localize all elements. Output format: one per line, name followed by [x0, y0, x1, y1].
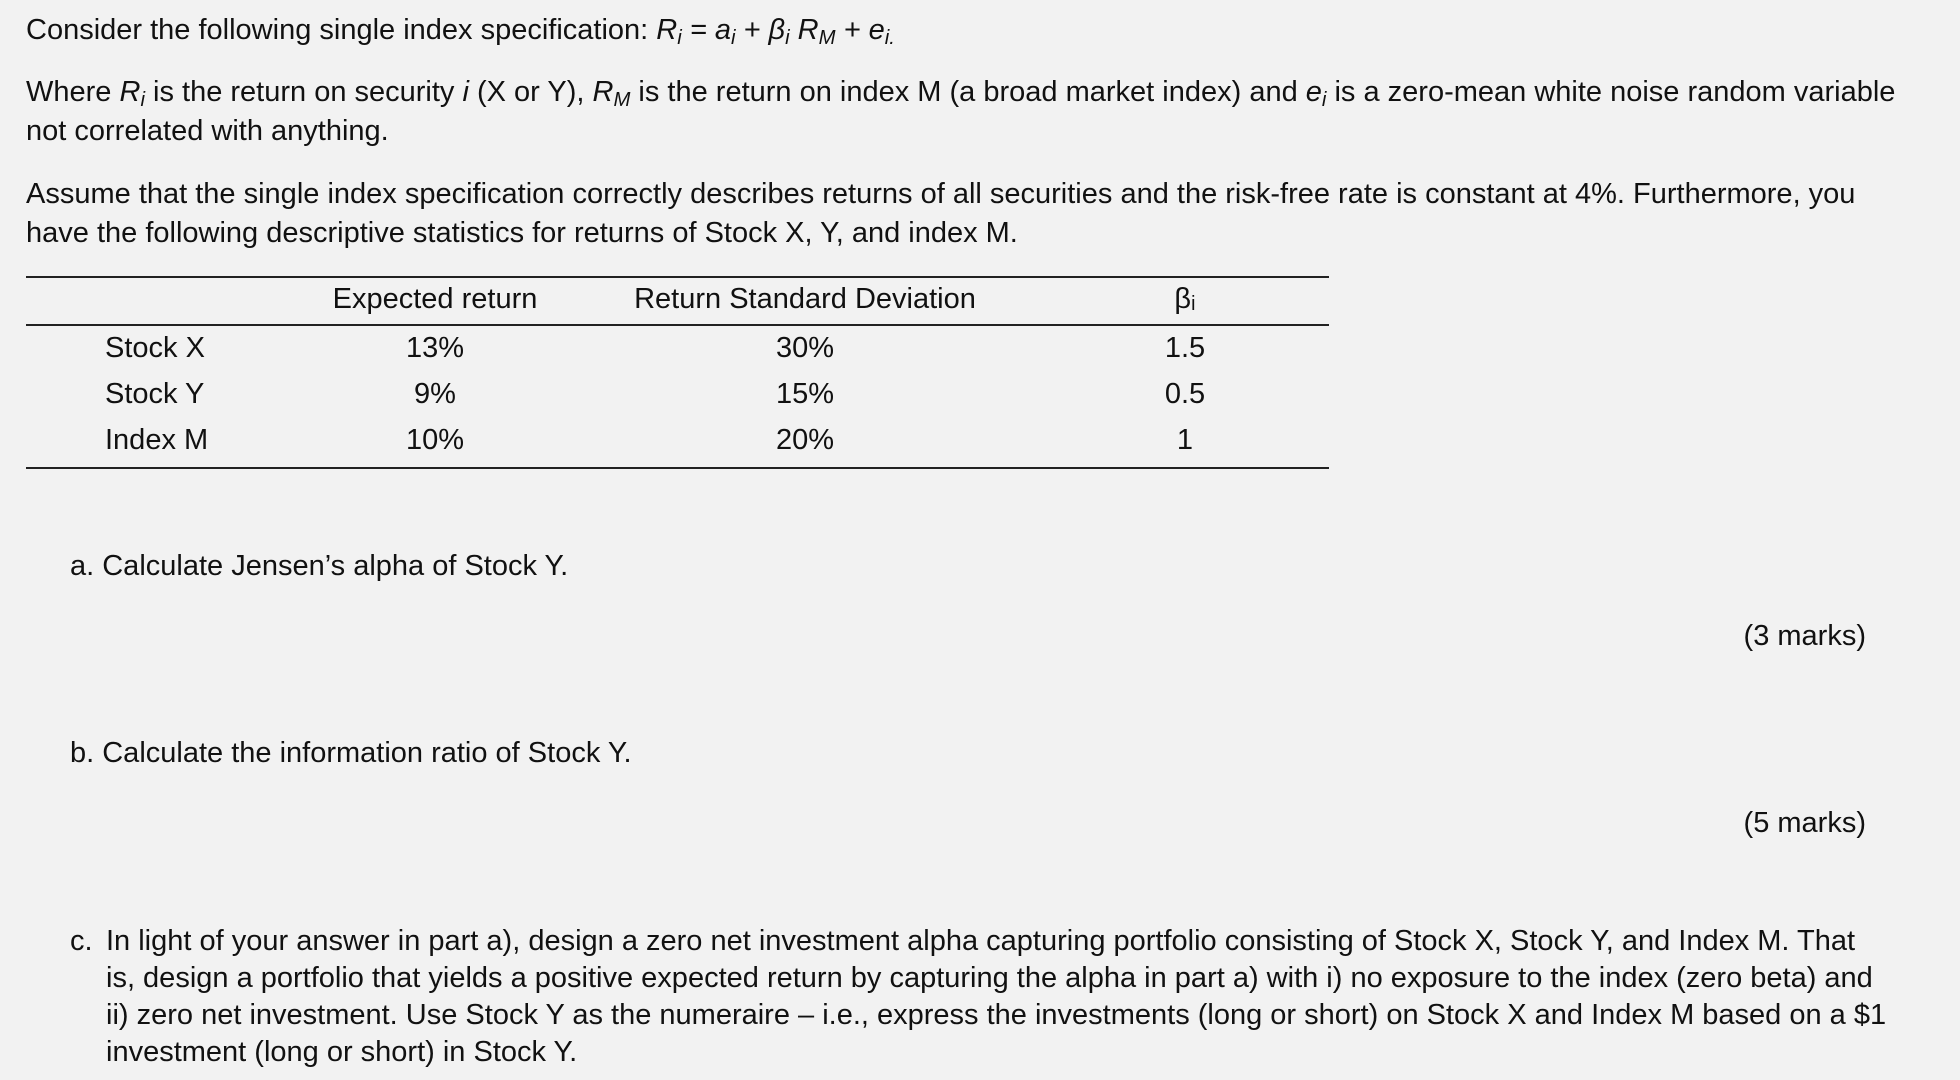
table-cell: 9% [414, 378, 456, 410]
question-c [70, 923, 1890, 1071]
question-c-text: In light of your answer in part a), design a zero net investment alpha capturing portfolio consisting of Stock X, Stock Y, and Index M. That is, design a portfolio that yields a positive expected return by capturing the alpha in part a) with i) no exposure to the index (zero beta) and ii) zero net investment. Use Stock Y as the numeraire – i.e., express the investments (long or short) on Stock X and Index M based on a $1 investment (long or short) in Stock Y. [106, 925, 1887, 1068]
question-a: a. Calculate Jensen’s alpha of Stock Y. [70, 550, 569, 582]
table-cell: 20% [775, 424, 835, 456]
question-c-label: c. [70, 925, 93, 957]
question-b: b. Calculate the information ratio of Stock Y. [70, 737, 632, 769]
spec-paragraph: Consider the following single index specification: $R_i = a_i + \beta_i$ $R_M + e_{i.}$ [26, 14, 895, 50]
header-beta: βᵢ [1174, 283, 1196, 315]
table-cell: 1 [1176, 424, 1194, 456]
table-cell: 15% [775, 378, 835, 410]
table-cell: 13% [405, 332, 465, 364]
row-label-stock-y: Stock Y [105, 378, 205, 410]
row-label-stock-x: Stock X [105, 332, 205, 364]
table-cell: 1.5 [1164, 332, 1206, 364]
where-paragraph: Where $R_i$ is the return on security i (X or Y), $R_M$ is the return on index M (a broad market index) and $e_i$ is a zero-mean white noise random variable not correlated with anything. [26, 76, 1896, 147]
header-expected-return: Expected return [332, 283, 538, 315]
table-bottom-rule [26, 467, 1329, 469]
assumption-paragraph: Assume that the single index specification correctly describes returns of all securities and the risk-free rate is constant at 4%. Furthermore, you have the following descriptive statistics for returns of Stock X, Y, and index M. [26, 178, 1856, 249]
header-std-dev: Return Standard Deviation [634, 283, 976, 315]
table-header-rule [26, 324, 1329, 326]
table-cell: 10% [405, 424, 465, 456]
table-top-rule [26, 276, 1329, 278]
table-cell: 30% [775, 332, 835, 364]
marks-a: (3 marks) [1743, 620, 1866, 652]
table-cell: 0.5 [1164, 378, 1206, 410]
marks-b: (5 marks) [1743, 807, 1866, 839]
row-label-index-m: Index M [105, 424, 209, 456]
